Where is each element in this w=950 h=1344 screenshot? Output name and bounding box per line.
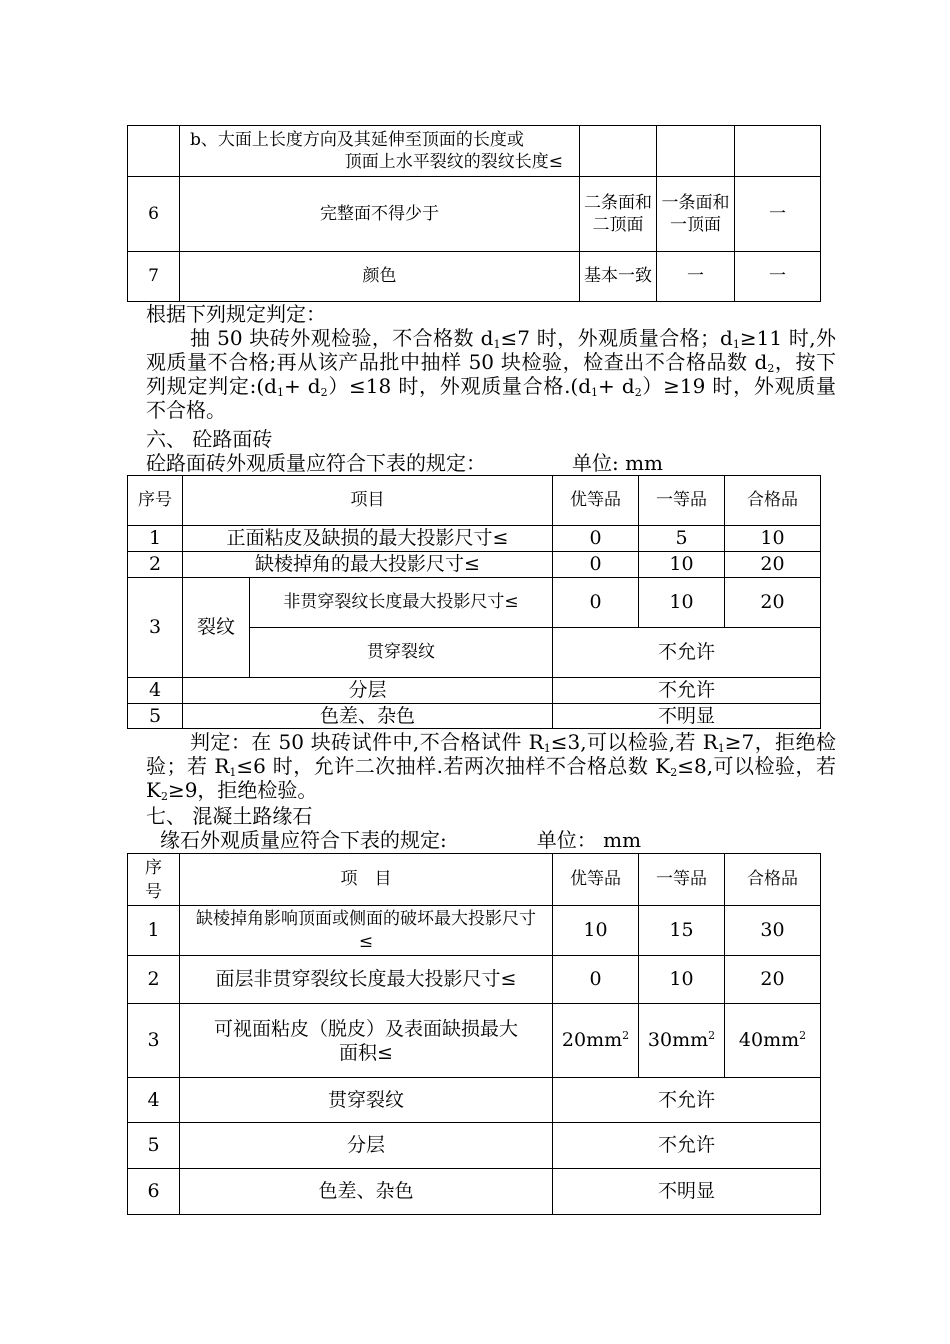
table-row: 5 色差、杂色 不明显 [128, 703, 821, 729]
judgement-paragraph-1: 抽 50 块砖外观检验，不合格数 $d_1\le 7$ 时，外观质量合格；$d_1\ge 11$ 时,外观质量不合格;再从该产品批中抽样 50 块检验，检查出不合格品数 $d_2$，按下列规定判定$:(d_1+ d_2)\le 18$ 时，外观质量合格$.(d_1+ d_2)\ge 19$ 时，外观质量不合格。 [146, 326, 837, 422]
table-row [128, 126, 821, 177]
section-heading-6: 六、 砼路面砖 [146, 427, 273, 451]
table-row: 4 分层 不允许 [128, 678, 821, 704]
curbstone-table [127, 853, 821, 1215]
table-row: 2 缺棱掉角的最大投影尺寸≤ 0 10 20 [128, 552, 821, 578]
table-header-row: 序号 项目 优等品 一等品 合格品 [128, 476, 821, 526]
unit-label: 单位: mm [572, 451, 664, 475]
table-row: 2 面层非贯穿裂纹长度最大投影尺寸≤ 0 10 20 [128, 956, 821, 1004]
unit-label: 单位： mm [536, 828, 642, 852]
table-row: 1 缺棱掉角影响顶面或侧面的破坏最大投影尺寸≤ 10 15 30 [128, 906, 821, 956]
judgement-paragraph-2: 判定：在 50 块砖试件中,不合格试件 $R_1\le 3$,可以检验,若 $R_1\ge 7$，拒绝检验；若 $R_1\le 6$ 时，允许二次抽样.若两次抽样不合格总数 $K_2\le 8$,可以检验，若 $K_2\ge 9$，拒绝检验。 [146, 730, 837, 803]
table-row: 4 贯穿裂纹 不允许 [128, 1078, 821, 1123]
appearance-table-continued [127, 125, 821, 302]
section-heading-7: 七、 混凝土路缘石 [146, 804, 313, 828]
table-header-row: 序号 项 目 优等品 一等品 合格品 [128, 854, 821, 906]
table-row: 1 正面粘皮及缺损的最大投影尺寸≤ 0 5 10 [128, 526, 821, 552]
row-b-item: b、大面上长度方向及其延伸至顶面的长度或 顶面上水平裂纹的裂纹长度≤ [180, 126, 580, 177]
table-row: 6 完整面不得少于 二条面和二顶面 一条面和一顶面 一 [128, 177, 821, 252]
table-row: 贯穿裂纹 不允许 [128, 628, 821, 678]
table-row: 7 颜色 基本一致 一 一 [128, 252, 821, 302]
table-row: 6 色差、杂色 不明显 [128, 1169, 821, 1215]
table-row: 3 裂纹 非贯穿裂纹长度最大投影尺寸≤ 0 10 20 [128, 578, 821, 628]
table-caption-6: 砼路面砖外观质量应符合下表的规定： 单位: mm [146, 451, 664, 475]
paving-brick-table [127, 475, 821, 729]
table-row: 3 可视面粘皮（脱皮）及表面缺损最大 面积≤ $20mm^2$ $30mm^2$ $40mm^2$ [128, 1004, 821, 1078]
crack-group-label: 裂纹 [183, 578, 250, 678]
table-row: 5 分层 不允许 [128, 1123, 821, 1169]
table-caption-7: 缘石外观质量应符合下表的规定: 单位： mm [160, 828, 642, 852]
judgement-intro: 根据下列规定判定： [146, 302, 326, 326]
